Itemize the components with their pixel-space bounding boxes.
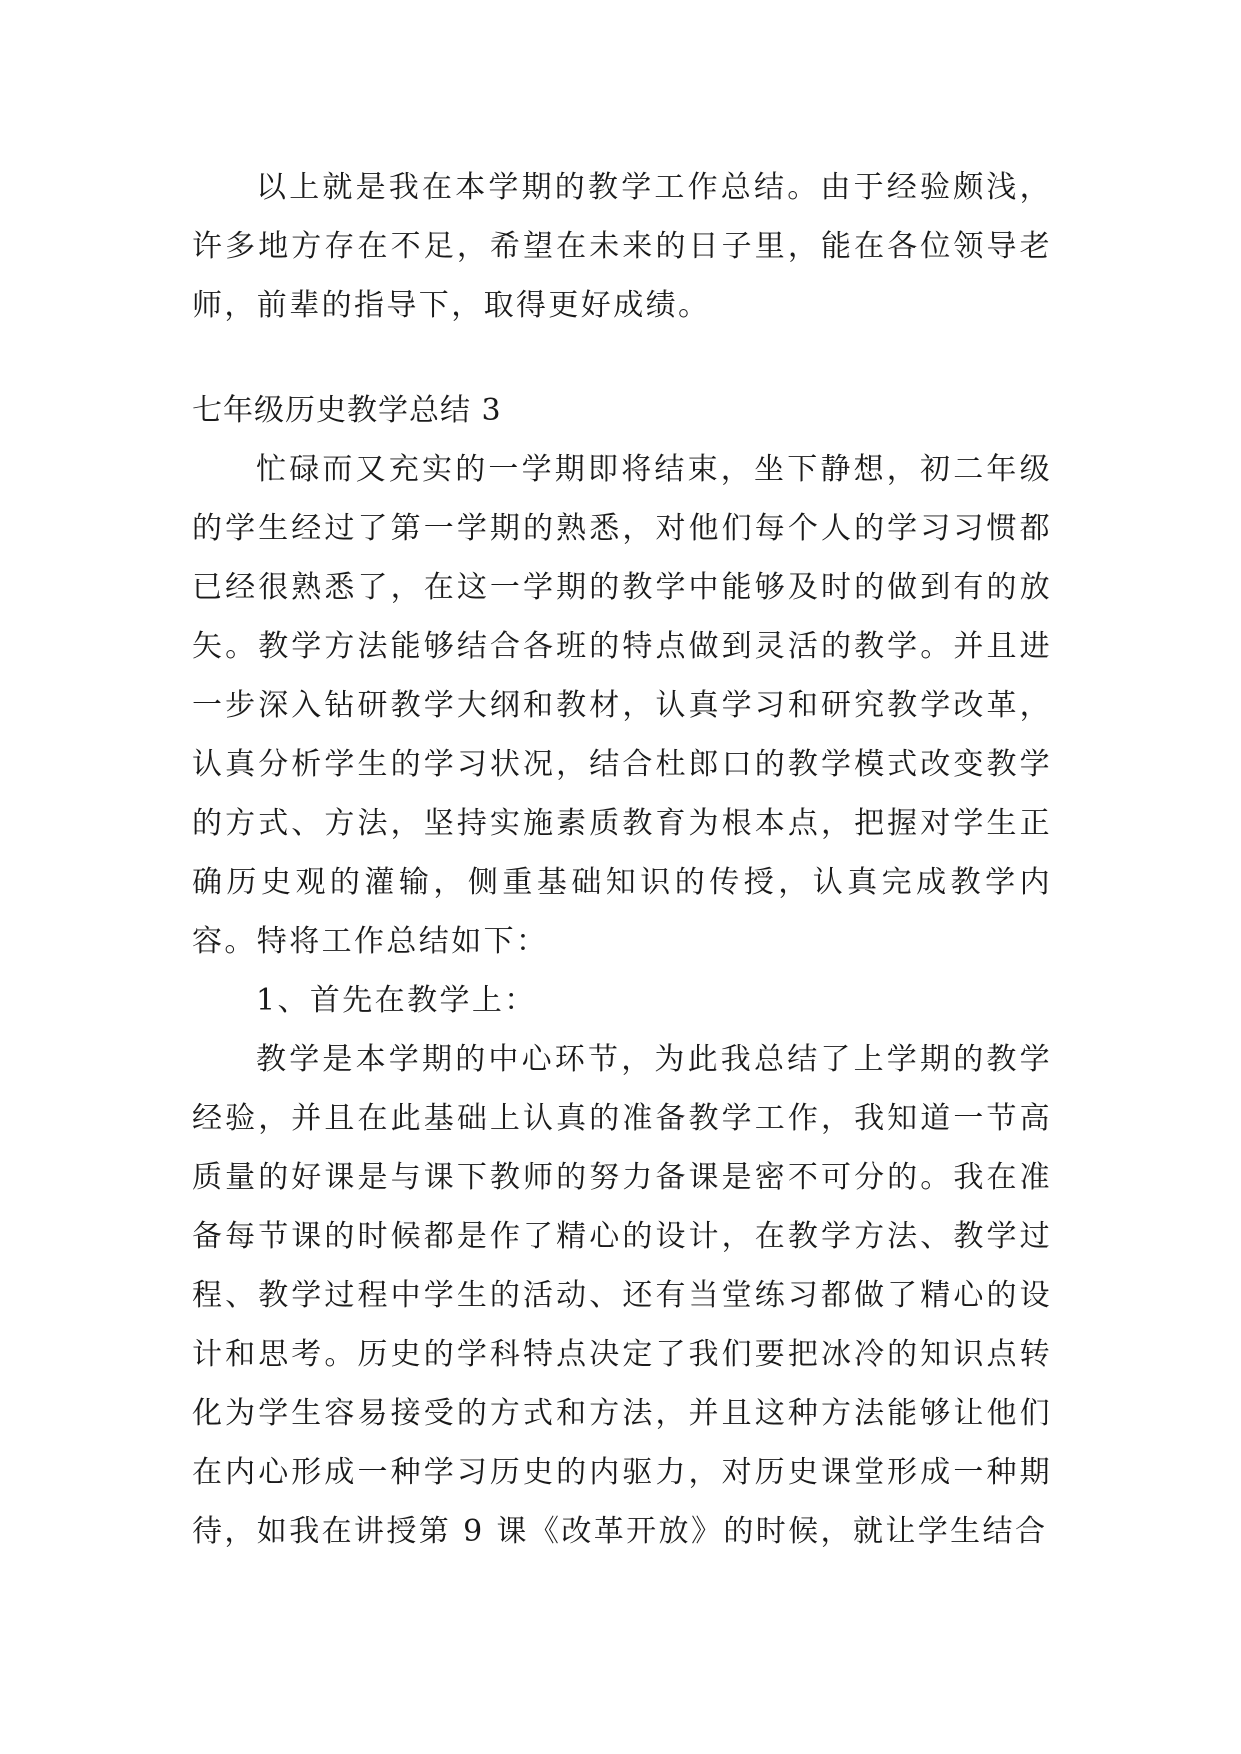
section-heading: 七年级历史教学总结 3 [192,393,502,428]
document-body [192,158,1052,1561]
section-spacer [192,335,1052,381]
point-heading: 1、首先在教学上： [256,983,537,1018]
closing-paragraph: 以上就是我在本学期的教学工作总结。由于经验颇浅，许多地方存在不足，希望在未来的日子里，能在各位领导老师，前辈的指导下，取得更好成绩。 [192,170,1052,323]
body-paragraph: 教学是本学期的中心环节，为此我总结了上学期的教学经验，并且在此基础上认真的准备教学工作，我知道一节高质量的好课是与课下教师的努力备课是密不可分的。我在准备每节课的时候都是作了精心的设计，在教学方法、教学过程、教学过程中学生的活动、还有当堂练习都做了精心的设计和思考。历史的学科特点决定了我们要把冰冷的知识点转化为学生容易接受的方式和方法，并且这种方法能够让他们在内心形成一种学习历史的内驱力，对历史课堂形成一种期待，如我在讲授第 9 课《改革开放》的时候，就让学生结合 [192,1042,1052,1549]
intro-paragraph: 忙碌而又充实的一学期即将结束，坐下静想，初二年级的学生经过了第一学期的熟悉，对他们每个人的学习习惯都已经很熟悉了，在这一学期的教学中能够及时的做到有的放矢。教学方法能够结合各班的特点做到灵活的教学。并且进一步深入钻研教学大纲和教材，认真学习和研究教学改革，认真分析学生的学习状况，结合杜郎口的教学模式改变教学的方式、方法，坚持实施素质教育为根本点，把握对学生正确历史观的灌输，侧重基础知识的传授，认真完成教学内容。特将工作总结如下： [192,452,1052,959]
